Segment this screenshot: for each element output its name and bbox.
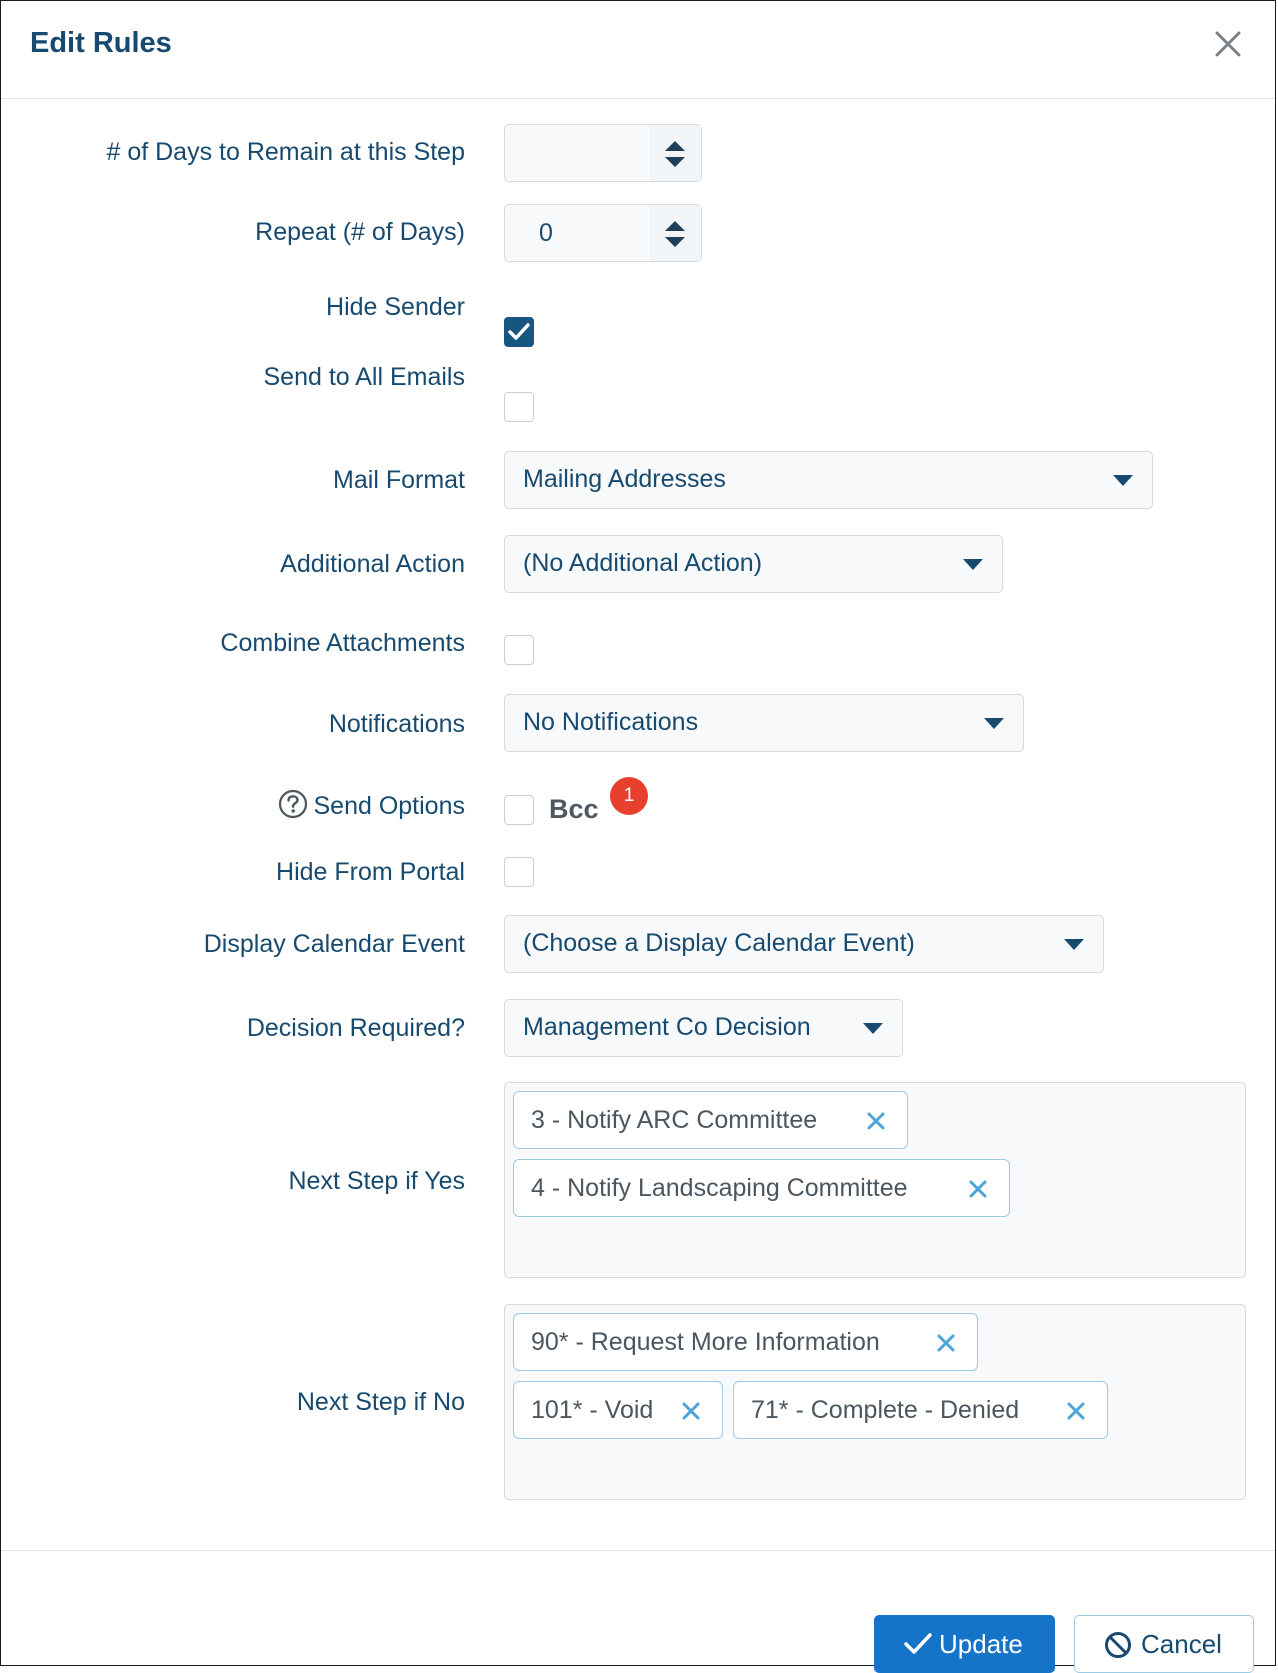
notifications-value: No Notifications <box>523 708 699 736</box>
hide-from-portal-checkbox[interactable] <box>504 857 534 887</box>
check-icon <box>903 1631 933 1657</box>
chevron-down-icon <box>862 1022 884 1036</box>
additional-action-value: (No Additional Action) <box>523 549 763 577</box>
remove-tag-icon[interactable] <box>935 1332 957 1354</box>
display-calendar-event-select[interactable] <box>504 915 1104 973</box>
dialog-header <box>1 1 1275 99</box>
hide-from-portal-label: Hide From Portal <box>276 858 465 886</box>
display-calendar-event-label: Display Calendar Event <box>203 930 465 958</box>
next-step-no-label: Next Step if No <box>296 1388 465 1416</box>
additional-action-label: Additional Action <box>280 550 465 578</box>
notifications-label: Notifications <box>328 710 465 738</box>
chevron-down-icon <box>1112 474 1134 488</box>
ban-icon <box>1104 1631 1132 1659</box>
hide-sender-checkbox[interactable] <box>504 317 534 347</box>
repeat-days-stepper[interactable] <box>504 204 702 262</box>
tag-label: 4 - Notify Landscaping Committee <box>531 1174 908 1202</box>
tag-chip[interactable] <box>513 1381 723 1439</box>
chevron-down-icon <box>962 558 984 572</box>
hide-sender-label: Hide Sender <box>326 293 465 321</box>
tag-chip[interactable] <box>513 1159 1010 1217</box>
close-icon[interactable] <box>1211 27 1245 61</box>
chevron-down-icon <box>1063 938 1085 952</box>
additional-action-select[interactable] <box>504 535 1003 593</box>
remove-tag-icon[interactable] <box>1065 1400 1087 1422</box>
next-step-no-multiselect[interactable] <box>504 1304 1246 1500</box>
update-label: Update <box>939 1629 1023 1659</box>
mail-format-value: Mailing Addresses <box>523 465 726 493</box>
next-step-yes-multiselect[interactable] <box>504 1082 1246 1278</box>
stepper-arrows-icon[interactable] <box>648 205 701 261</box>
repeat-days-value[interactable]: 0 <box>539 219 553 247</box>
mail-format-label: Mail Format <box>333 466 465 494</box>
dialog-title: Edit Rules <box>30 27 172 59</box>
mail-format-select[interactable] <box>504 451 1153 509</box>
repeat-days-label: Repeat (# of Days) <box>255 218 465 246</box>
update-button[interactable] <box>874 1615 1055 1673</box>
chevron-down-icon <box>983 717 1005 731</box>
dialog-footer <box>1 1550 1275 1667</box>
decision-required-value: Management Co Decision <box>523 1013 811 1041</box>
bcc-checkbox[interactable] <box>504 795 534 825</box>
remove-tag-icon[interactable] <box>680 1400 702 1422</box>
display-calendar-event-value: (Choose a Display Calendar Event) <box>523 929 915 957</box>
remove-tag-icon[interactable] <box>865 1110 887 1132</box>
send-all-emails-label: Send to All Emails <box>263 363 465 391</box>
tag-label: 101* - Void <box>531 1396 654 1424</box>
tag-chip[interactable] <box>513 1091 908 1149</box>
tag-chip[interactable] <box>513 1313 978 1371</box>
days-remain-label: # of Days to Remain at this Step <box>106 138 465 166</box>
stepper-arrows-icon[interactable] <box>648 125 701 181</box>
send-all-emails-checkbox[interactable] <box>504 392 534 422</box>
next-step-yes-label: Next Step if Yes <box>288 1167 465 1195</box>
send-options-text: Send Options <box>313 792 465 821</box>
send-options-label <box>278 789 466 826</box>
remove-tag-icon[interactable] <box>967 1178 989 1200</box>
combine-attachments-label: Combine Attachments <box>220 629 465 657</box>
tag-label: 71* - Complete - Denied <box>751 1396 1020 1424</box>
bcc-label: Bcc <box>549 794 599 824</box>
decision-required-label: Decision Required? <box>246 1014 465 1042</box>
combine-attachments-checkbox[interactable] <box>504 635 534 665</box>
cancel-label: Cancel <box>1141 1629 1222 1659</box>
days-remain-stepper[interactable] <box>504 124 702 182</box>
decision-required-select[interactable] <box>504 999 903 1057</box>
checkmark-icon <box>507 321 531 343</box>
tag-label: 90* - Request More Information <box>531 1328 880 1356</box>
help-circle-icon[interactable] <box>278 789 308 826</box>
tag-label: 3 - Notify ARC Committee <box>531 1106 818 1134</box>
notifications-select[interactable] <box>504 694 1024 752</box>
cancel-button[interactable] <box>1074 1615 1254 1673</box>
notification-badge: 1 <box>610 777 648 815</box>
tag-chip[interactable] <box>733 1381 1108 1439</box>
